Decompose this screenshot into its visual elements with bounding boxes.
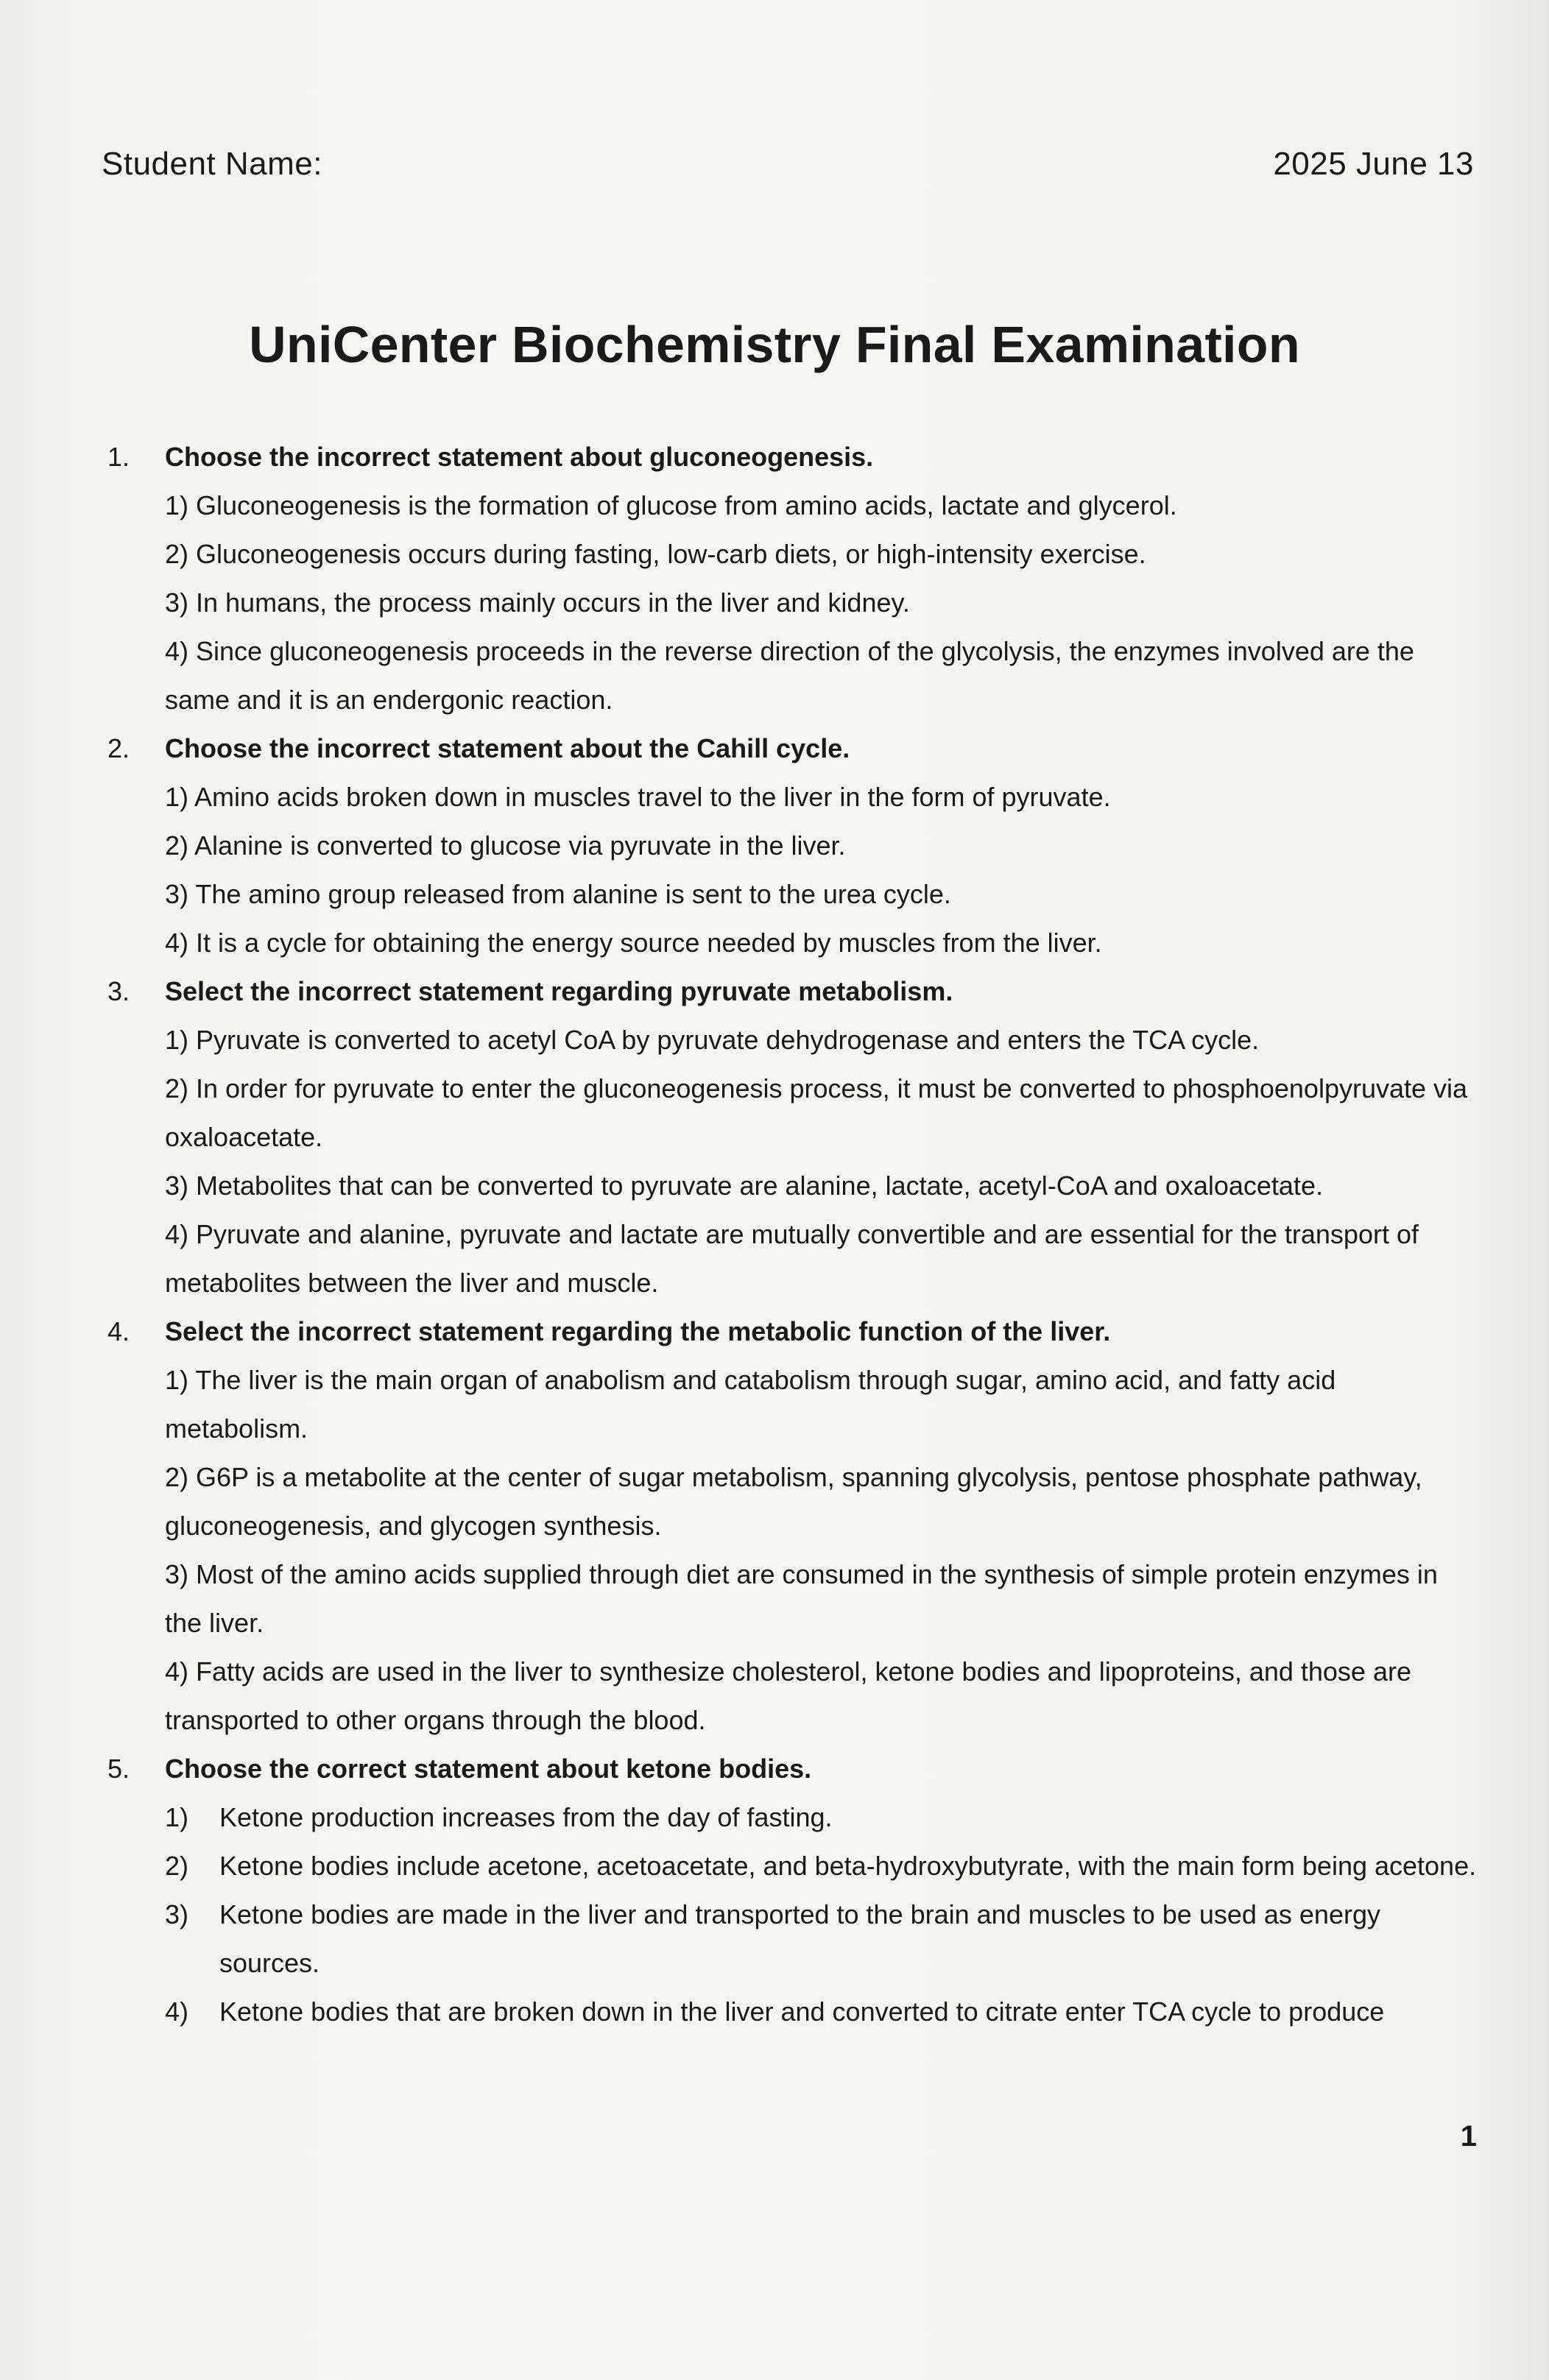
exam-date: 2025 June 13	[1273, 146, 1474, 182]
question-number: 1.	[107, 442, 130, 472]
answer-option: 3) The amino group released from alanine is sent to the urea cycle.	[165, 879, 951, 909]
answer-option	[165, 1793, 1478, 1842]
question-prompt: Choose the correct statement about ketone bodies.	[165, 1754, 812, 1784]
question-5	[102, 1745, 1478, 2036]
question-number: 3.	[107, 976, 130, 1006]
student-name-label: Student Name:	[102, 146, 322, 182]
answer-option: 3) Metabolites that can be converted to pyruvate are alanine, lactate, acetyl-CoA and oxaloacetate.	[165, 1170, 1323, 1201]
answer-option: 2) Gluconeogenesis occurs during fasting, low-carb diets, or high-intensity exercise.	[165, 539, 1146, 569]
answer-option: 1) The liver is the main organ of anabolism and catabolism through sugar, amino acid, and fatty acid metabolism.	[165, 1365, 1336, 1444]
option-number: 4)	[165, 1996, 189, 2027]
question-3	[102, 967, 1478, 1307]
option-text: Ketone bodies include acetone, acetoacetate, and beta-hydroxybutyrate, with the main form being acetone.	[219, 1851, 1477, 1881]
answer-option	[165, 1842, 1478, 1890]
option-text: Ketone bodies that are broken down in the liver and converted to citrate enter TCA cycle to produce	[219, 1996, 1385, 2027]
answer-option: 1) Pyruvate is converted to acetyl CoA by pyruvate dehydrogenase and enters the TCA cycle.	[165, 1025, 1260, 1055]
answer-option	[165, 1988, 1478, 2036]
answer-option: 2) In order for pyruvate to enter the gluconeogenesis process, it must be converted to phosphoenolpyruvate via oxaloacetate.	[165, 1073, 1468, 1152]
answer-option: 4) It is a cycle for obtaining the energy source needed by muscles from the liver.	[165, 928, 1102, 958]
exam-title: UniCenter Biochemistry Final Examination	[249, 316, 1300, 373]
question-number: 5.	[107, 1754, 130, 1784]
answer-option: 4) Pyruvate and alanine, pyruvate and lactate are mutually convertible and are essential for the transport of metabolites between the liver and muscle.	[165, 1219, 1419, 1298]
option-number: 3)	[165, 1899, 189, 1929]
answer-option: 4) Fatty acids are used in the liver to synthesize cholesterol, ketone bodies and lipoproteins, and those are transported to other organs through the blood.	[165, 1656, 1411, 1735]
question-2	[102, 724, 1478, 967]
question-prompt: Choose the incorrect statement about the Cahill cycle.	[165, 733, 850, 763]
page-number: 1	[1460, 2120, 1477, 2153]
question-number: 2.	[107, 733, 130, 763]
answer-option	[165, 1890, 1478, 1988]
answer-option: 3) Most of the amino acids supplied through diet are consumed in the synthesis of simple protein enzymes in the liver.	[165, 1559, 1438, 1638]
answer-option: 4) Since gluconeogenesis proceeds in the reverse direction of the glycolysis, the enzymes involved are the same and it is an endergonic reaction.	[165, 636, 1414, 715]
question-number: 4.	[107, 1316, 130, 1346]
option-number: 2)	[165, 1851, 189, 1881]
question-prompt: Choose the incorrect statement about gluconeogenesis.	[165, 442, 874, 472]
question-list	[102, 433, 1478, 2036]
option-text: Ketone bodies are made in the liver and transported to the brain and muscles to be used as energy sources.	[219, 1899, 1380, 1978]
option-number: 1)	[165, 1802, 189, 1832]
question-4	[102, 1307, 1478, 1745]
option-text: Ketone production increases from the day of fasting.	[219, 1802, 833, 1832]
question-prompt: Select the incorrect statement regarding pyruvate metabolism.	[165, 976, 953, 1006]
question-1	[102, 433, 1478, 724]
answer-option: 3) In humans, the process mainly occurs in the liver and kidney.	[165, 587, 910, 618]
answer-option: 2) Alanine is converted to glucose via pyruvate in the liver.	[165, 830, 846, 861]
answer-option: 1) Amino acids broken down in muscles travel to the liver in the form of pyruvate.	[165, 782, 1111, 812]
answer-option: 1) Gluconeogenesis is the formation of glucose from amino acids, lactate and glycerol.	[165, 490, 1177, 520]
answer-option: 2) G6P is a metabolite at the center of sugar metabolism, spanning glycolysis, pentose phosphate pathway, gluconeogenesis, and glycogen synthesis.	[165, 1462, 1422, 1541]
question-prompt: Select the incorrect statement regarding the metabolic function of the liver.	[165, 1316, 1111, 1346]
